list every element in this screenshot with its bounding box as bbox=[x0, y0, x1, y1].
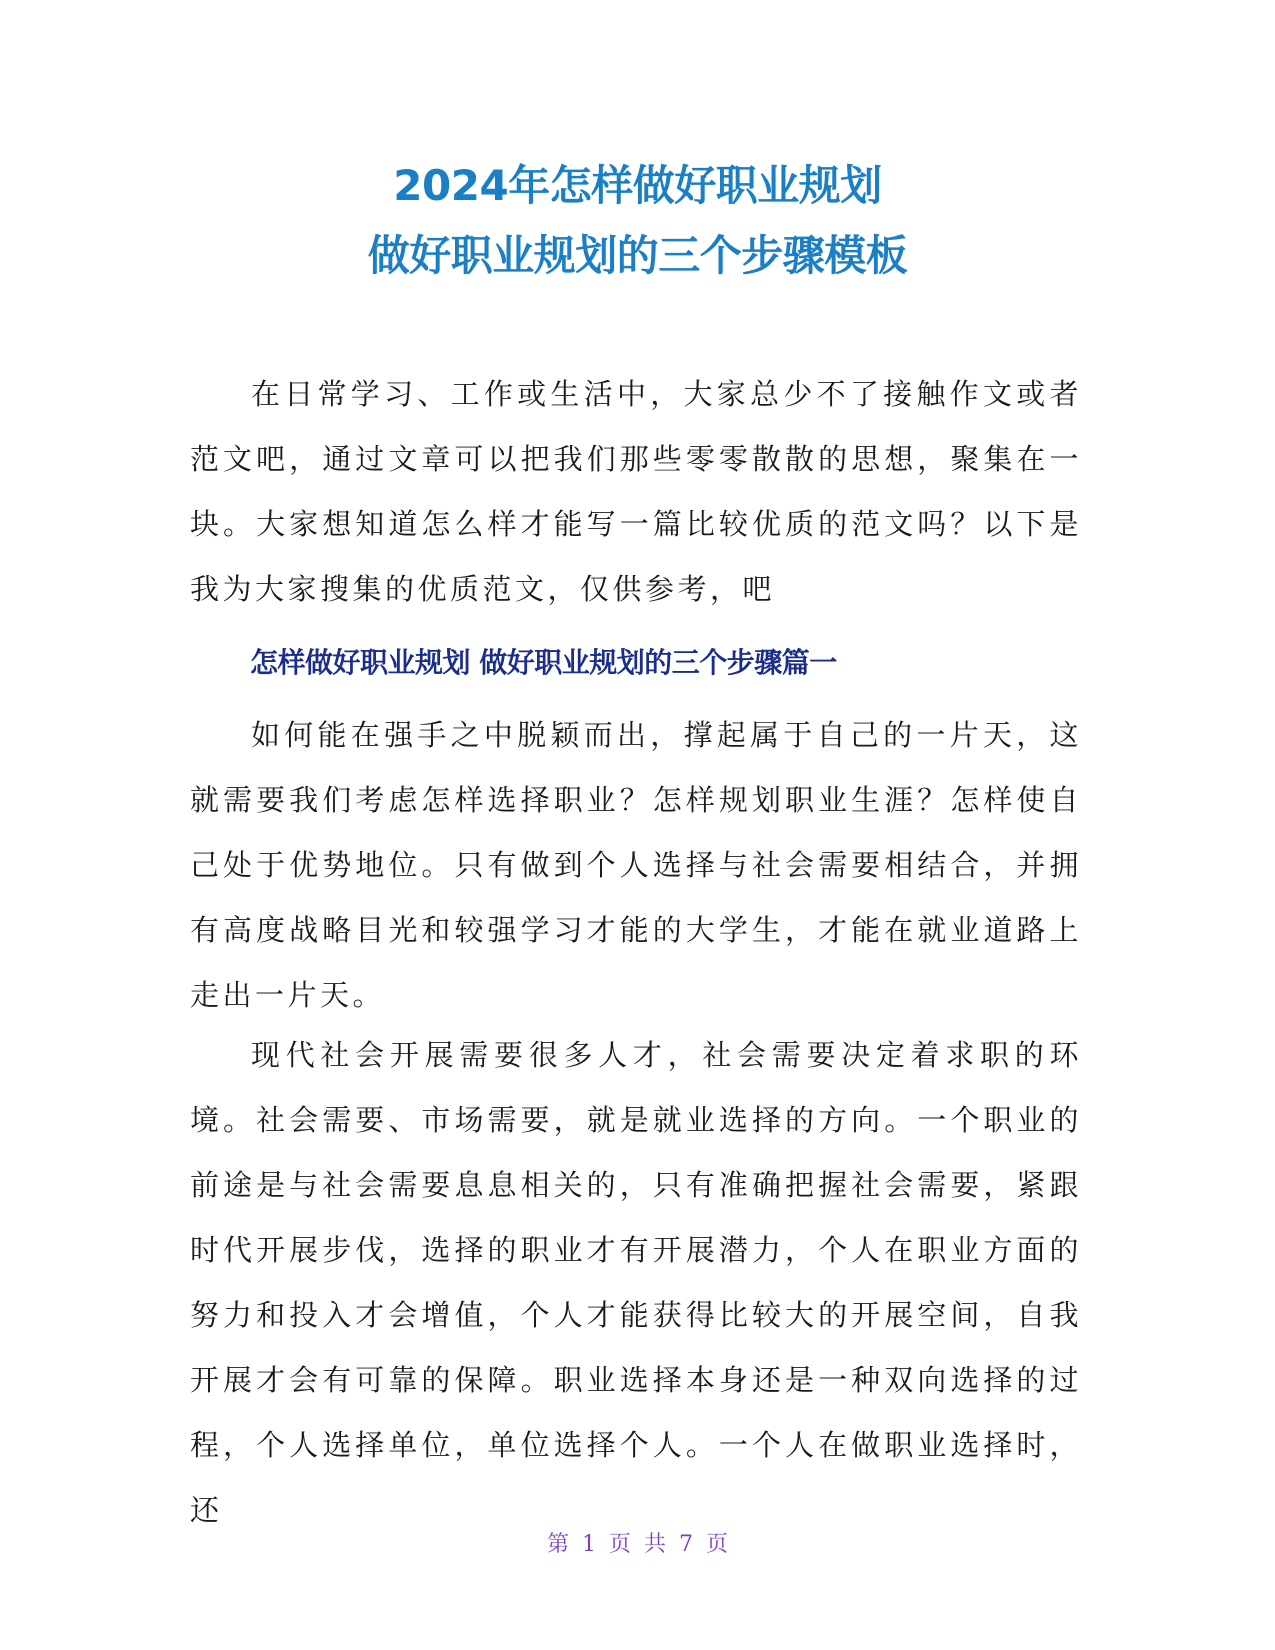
body-paragraph-2: 现代社会开展需要很多人才，社会需要决定着求职的环境。社会需要、市场需要，就是就业选择的方向。一个职业的前途是与社会需要息息相关的，只有准确把握社会需要，紧跟时代开展步伐，选择的职业才有开展潜力，个人在职业方面的努力和投入才会增值，个人才能获得比较大的开展空间，自我开展才会有可靠的保障。职业选择本身还是一种双向选择的过程，个人选择单位，单位选择个人。一个人在做职业选择时，还 bbox=[190, 1038, 1082, 1527]
section-heading: 怎样做好职业规划 做好职业规划的三个步骤篇一 bbox=[250, 646, 837, 679]
body-paragraph-1: 如何能在强手之中脱颖而出，撑起属于自己的一片天，这就需要我们考虑怎样选择职业？怎样规划职业生涯？怎样使自己处于优势地位。只有做到个人选择与社会需要相结合，并拥有高度战略目光和较强学习才能的大学生，才能在就业道路上走出一片天。 bbox=[190, 718, 1082, 1012]
page-number-footer: 第 1 页 共 7 页 bbox=[547, 1532, 728, 1557]
document-title-line-2: 做好职业规划的三个步骤模板 bbox=[367, 231, 908, 280]
document-title-line-1: 2024年怎样做好职业规划 bbox=[393, 161, 882, 210]
intro-paragraph: 在日常学习、工作或生活中，大家总少不了接触作文或者范文吧，通过文章可以把我们那些零零散散的思想，聚集在一块。大家想知道怎么样才能写一篇比较优质的范文吗？以下是我为大家搜集的优质范文，仅供参考，吧 bbox=[190, 377, 1082, 606]
